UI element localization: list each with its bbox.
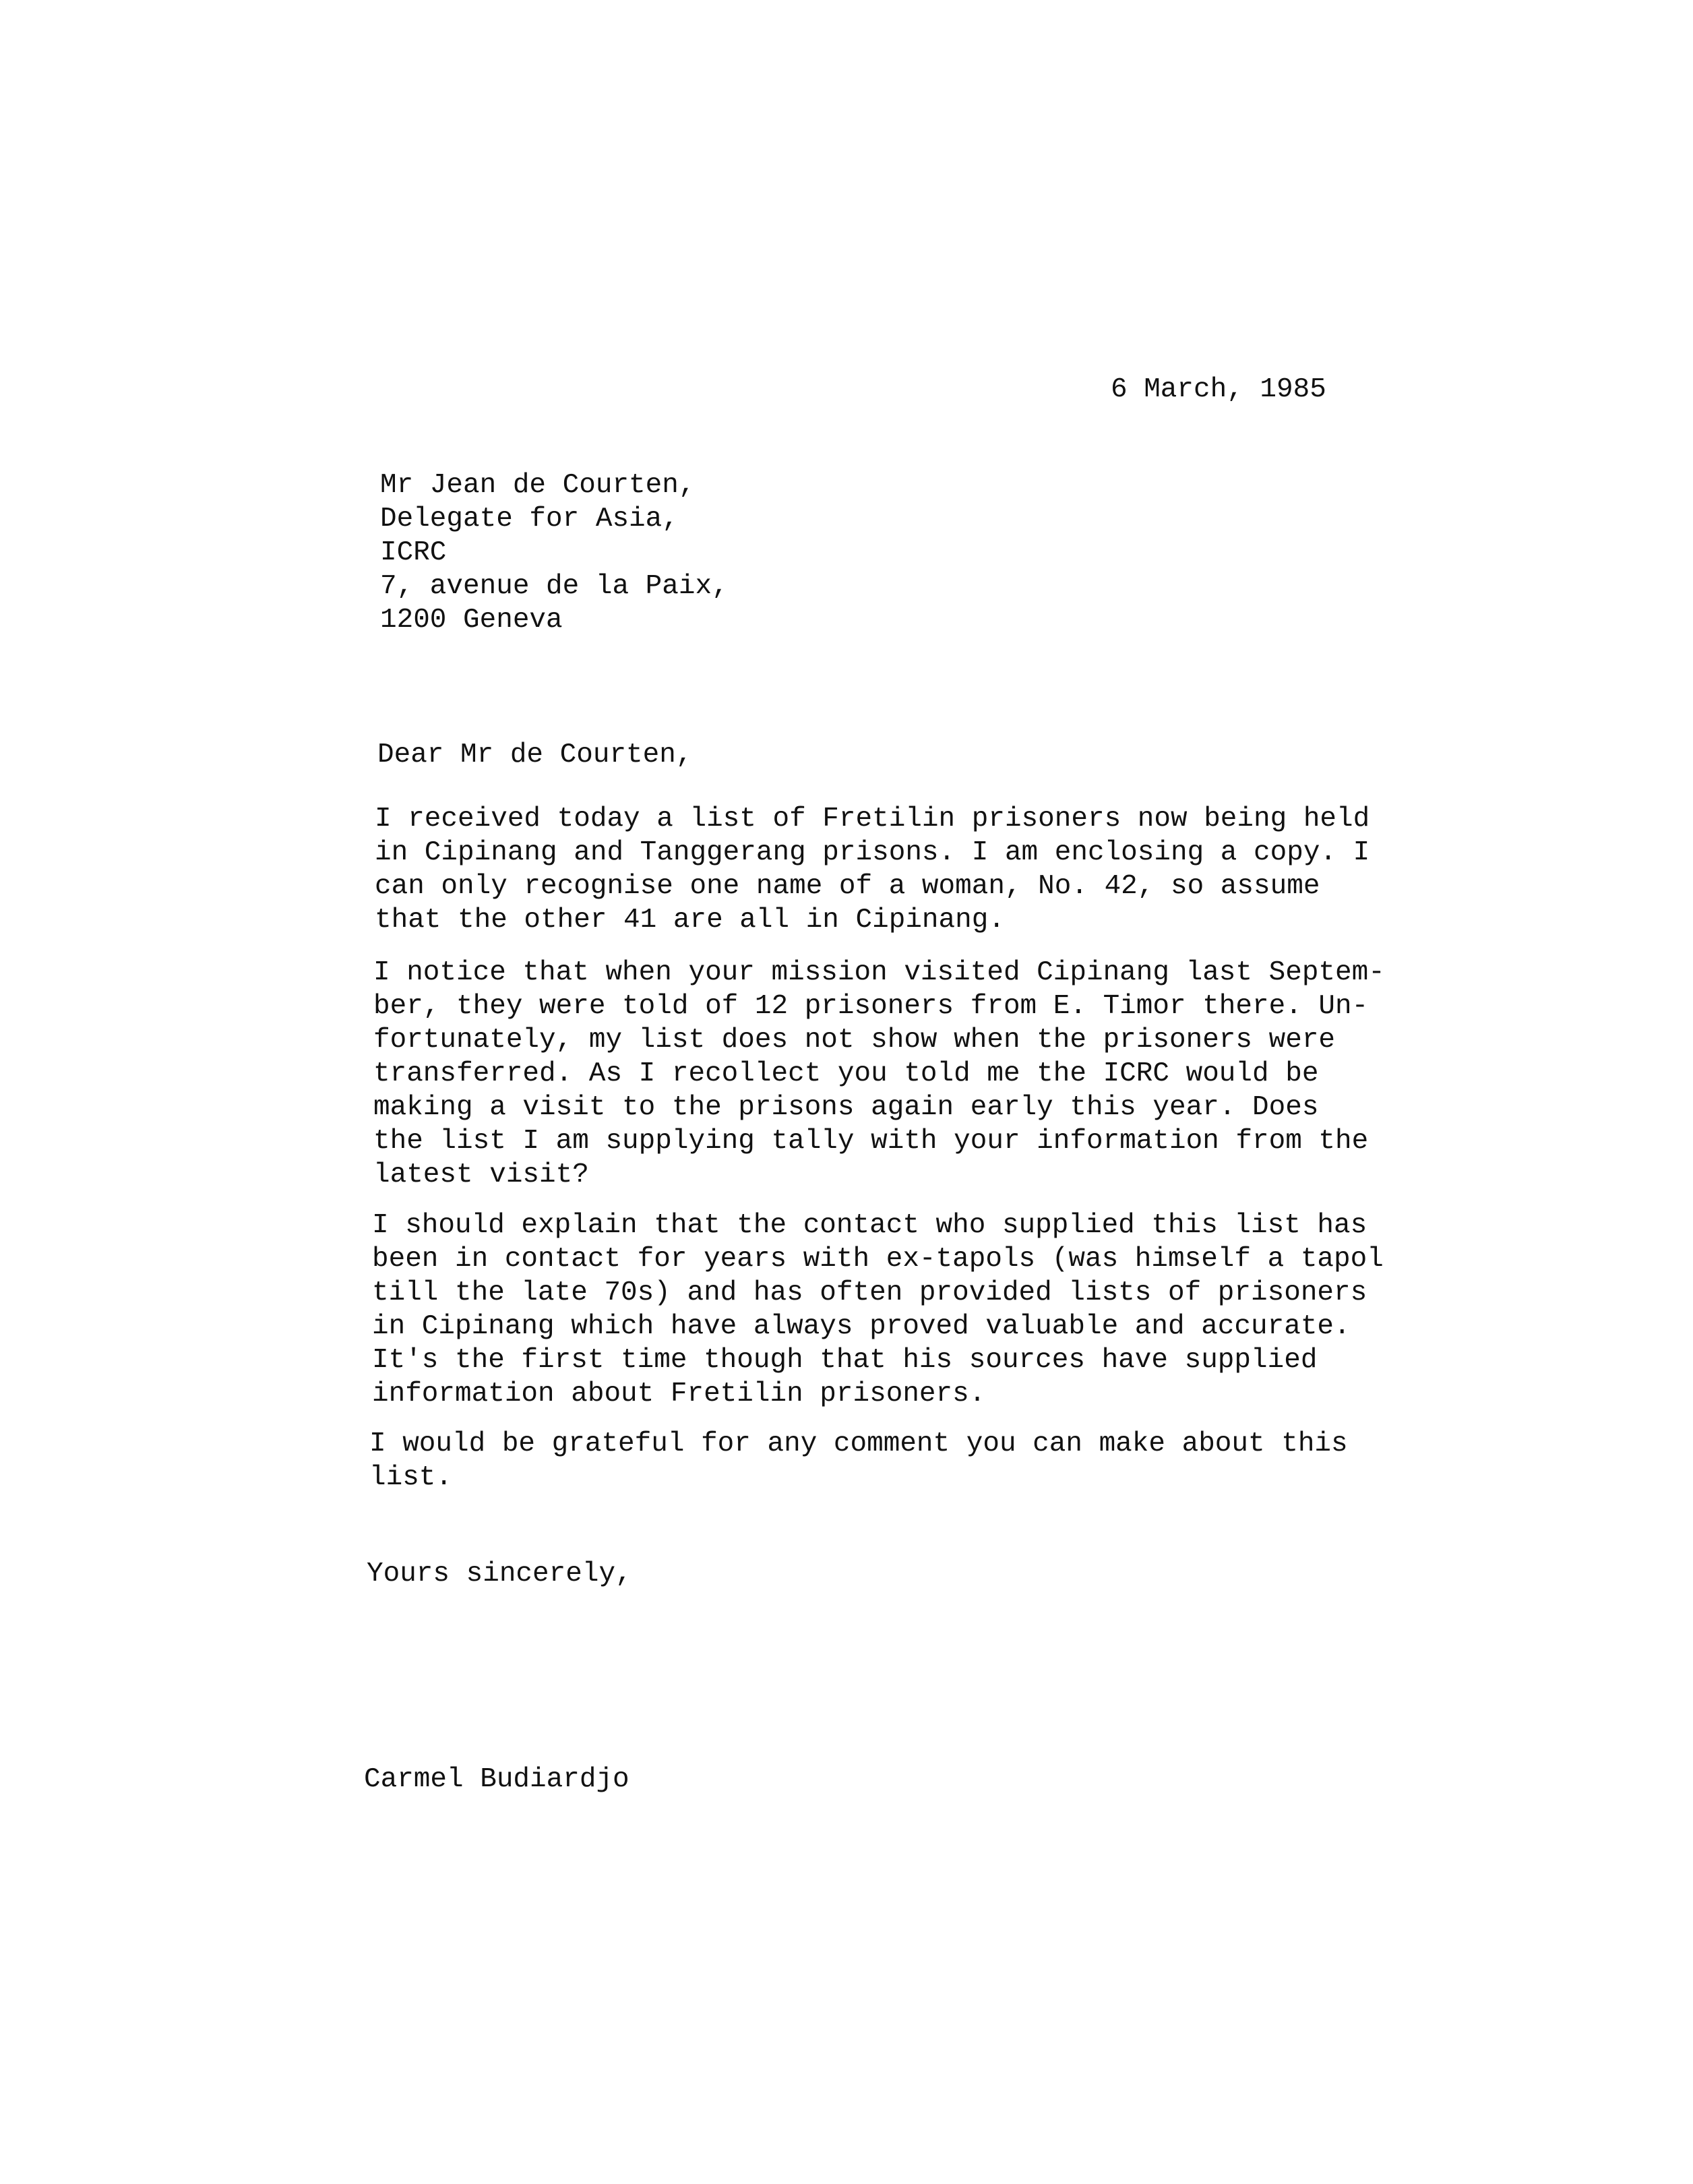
paragraph-line: the list I am supplying tally with your information from the [373,1126,1369,1157]
paragraph-line: ber, they were told of 12 prisoners from E. Timor there. Un- [373,991,1369,1022]
body-paragraph [369,1427,1348,1494]
paragraph-line: list. [369,1462,453,1493]
body-paragraph [373,956,1385,1192]
closing [367,1557,632,1591]
recipient-address [380,468,729,637]
paragraph-line: It's the first time though that his sources have supplied [372,1345,1318,1376]
paragraph-line: in Cipinang and Tanggerang prisons. I am enclosing a copy. I [375,837,1370,868]
recipient-street: 7, avenue de la Paix, [380,571,729,602]
paragraph-line: I would be grateful for any comment you can make about this [369,1428,1348,1459]
paragraph-line: till the late 70s) and has often provided lists of prisoners [372,1277,1367,1308]
paragraph-line: making a visit to the prisons again early this year. Does [373,1092,1319,1123]
paragraph-line: I should explain that the contact who supplied this list has [372,1210,1367,1241]
recipient-city: 1200 Geneva [380,605,563,636]
signature-block [364,1763,629,1796]
closing-text: Yours sincerely, [367,1558,632,1589]
paragraph-line: information about Fretilin prisoners. [372,1378,986,1409]
recipient-name: Mr Jean de Courten, [380,470,696,501]
letter-date [1111,373,1326,406]
paragraph-line: I received today a list of Fretilin prisoners now being held [375,803,1370,835]
paragraph-line: in Cipinang which have always proved valuable and accurate. [372,1311,1351,1342]
paragraph-line: that the other 41 are all in Cipinang. [375,905,1005,936]
recipient-title: Delegate for Asia, [380,504,679,535]
salutation [377,738,692,772]
recipient-organization: ICRC [380,537,447,568]
paragraph-line: latest visit? [373,1159,589,1190]
paragraph-line: I notice that when your mission visited Cipinang last Septem- [373,957,1385,988]
salutation-text: Dear Mr de Courten, [377,739,693,770]
signer-name: Carmel Budiardjo [364,1764,629,1795]
paragraph-line: fortunately, my list does not show when the prisoners were [373,1025,1336,1056]
date-text: 6 March, 1985 [1111,374,1326,405]
paragraph-line: transferred. As I recollect you told me the ICRC would be [373,1058,1319,1089]
paragraph-line: can only recognise one name of a woman, No. 42, so assume [375,871,1320,902]
body-paragraph [375,802,1369,937]
paragraph-line: been in contact for years with ex-tapols (was himself a tapol [372,1244,1384,1275]
body-paragraph [372,1209,1384,1411]
